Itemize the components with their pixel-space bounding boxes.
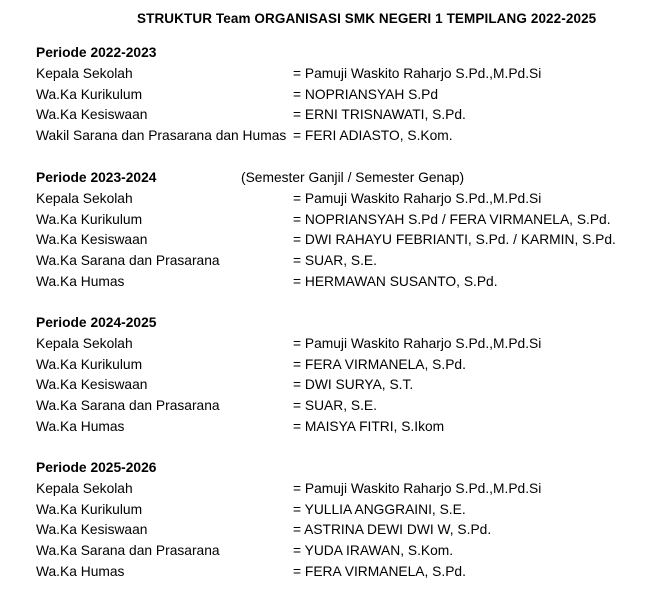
role-label: Wa.Ka Kurikulum: [36, 211, 143, 227]
period-header: [36, 313, 636, 334]
period-header: [36, 43, 636, 64]
role-label: Kepala Sekolah: [36, 190, 133, 206]
period-title: Periode 2024-2025: [36, 315, 157, 330]
staff-name: = Pamuji Waskito Raharjo S.Pd.,M.Pd.Si: [293, 65, 542, 81]
staff-row: [36, 105, 636, 126]
staff-row: [36, 520, 636, 541]
staff-name: = YUDA IRAWAN, S.Kom.: [293, 543, 454, 559]
role-label: Wa.Ka Kurikulum: [36, 356, 143, 372]
staff-name: = Pamuji Waskito Raharjo S.Pd.,M.Pd.Si: [293, 190, 542, 206]
staff-name: = FERA VIRMANELA, S.Pd.: [293, 356, 466, 372]
role-label: Kepala Sekolah: [36, 335, 133, 351]
role-label: Wa.Ka Sarana dan Prasarana: [36, 253, 220, 269]
staff-name: = Pamuji Waskito Raharjo S.Pd.,M.Pd.Si: [293, 480, 542, 496]
role-label: Wa.Ka Kesiswaan: [36, 107, 148, 123]
staff-name: = DWI SURYA, S.T.: [293, 377, 414, 393]
staff-row: [36, 189, 636, 210]
staff-name: = Pamuji Waskito Raharjo S.Pd.,M.Pd.Si: [293, 335, 542, 351]
role-label: Wa.Ka Sarana dan Prasarana: [36, 398, 220, 414]
staff-name: = FERA VIRMANELA, S.Pd.: [293, 563, 466, 579]
period-header: [36, 458, 636, 479]
staff-row: [36, 355, 636, 376]
staff-row: [36, 85, 636, 106]
staff-name: = SUAR, S.E.: [293, 398, 377, 414]
staff-row: [36, 230, 636, 251]
role-label: Kepala Sekolah: [36, 480, 133, 496]
staff-name: = ERNI TRISNAWATI, S.Pd.: [293, 107, 466, 123]
document-title: STRUKTUR Team ORGANISASI SMK NEGERI 1 TEMPILANG 2022-2025: [137, 11, 597, 26]
staff-name: = NOPRIANSYAH S.Pd / FERA VIRMANELA, S.Pd.: [293, 211, 611, 227]
period-title: Periode 2025-2026: [36, 460, 157, 475]
staff-name: = NOPRIANSYAH S.Pd: [293, 86, 439, 102]
staff-row: [36, 210, 636, 231]
period-section: [36, 168, 636, 293]
role-label: Wa.Ka Kesiswaan: [36, 522, 148, 538]
role-label: Kepala Sekolah: [36, 65, 133, 81]
staff-row: [36, 396, 636, 417]
role-label: Wa.Ka Kesiswaan: [36, 377, 148, 393]
staff-row: [36, 126, 636, 147]
staff-row: [36, 251, 636, 272]
period-section: [36, 43, 636, 147]
role-label: Wa.Ka Humas: [36, 563, 125, 579]
staff-row: [36, 417, 636, 438]
role-label: Wa.Ka Kurikulum: [36, 501, 143, 517]
staff-row: [36, 562, 636, 583]
staff-row: [36, 64, 636, 85]
period-section: [36, 458, 636, 583]
staff-name: = DWI RAHAYU FEBRIANTI, S.Pd. / KARMIN, S.Pd.: [293, 232, 616, 248]
role-label: Wa.Ka Humas: [36, 418, 125, 434]
staff-row: [36, 479, 636, 500]
role-label: Wa.Ka Humas: [36, 273, 125, 289]
staff-row: [36, 500, 636, 521]
period-title: Periode 2022-2023: [36, 45, 157, 60]
staff-row: [36, 334, 636, 355]
staff-name: = MAISYA FITRI, S.Ikom: [293, 418, 445, 434]
staff-row: [36, 541, 636, 562]
staff-row: [36, 272, 636, 293]
staff-row: [36, 375, 636, 396]
role-label: Wakil Sarana dan Prasarana dan Humas: [36, 128, 287, 144]
period-section: [36, 313, 636, 438]
staff-name: = YULLIA ANGGRAINI, S.E.: [293, 501, 466, 517]
staff-name: = ASTRINA DEWI DWI W, S.Pd.: [293, 522, 492, 538]
period-header: [36, 168, 636, 189]
period-title: Periode 2023-2024: [36, 170, 157, 185]
semester-note: (Semester Ganjil / Semester Genap): [241, 170, 465, 185]
role-label: Wa.Ka Sarana dan Prasarana: [36, 543, 220, 559]
staff-name: = HERMAWAN SUSANTO, S.Pd.: [293, 273, 498, 289]
role-label: Wa.Ka Kesiswaan: [36, 232, 148, 248]
staff-name: = FERI ADIASTO, S.Kom.: [293, 128, 453, 144]
role-label: Wa.Ka Kurikulum: [36, 86, 143, 102]
staff-name: = SUAR, S.E.: [293, 253, 377, 269]
